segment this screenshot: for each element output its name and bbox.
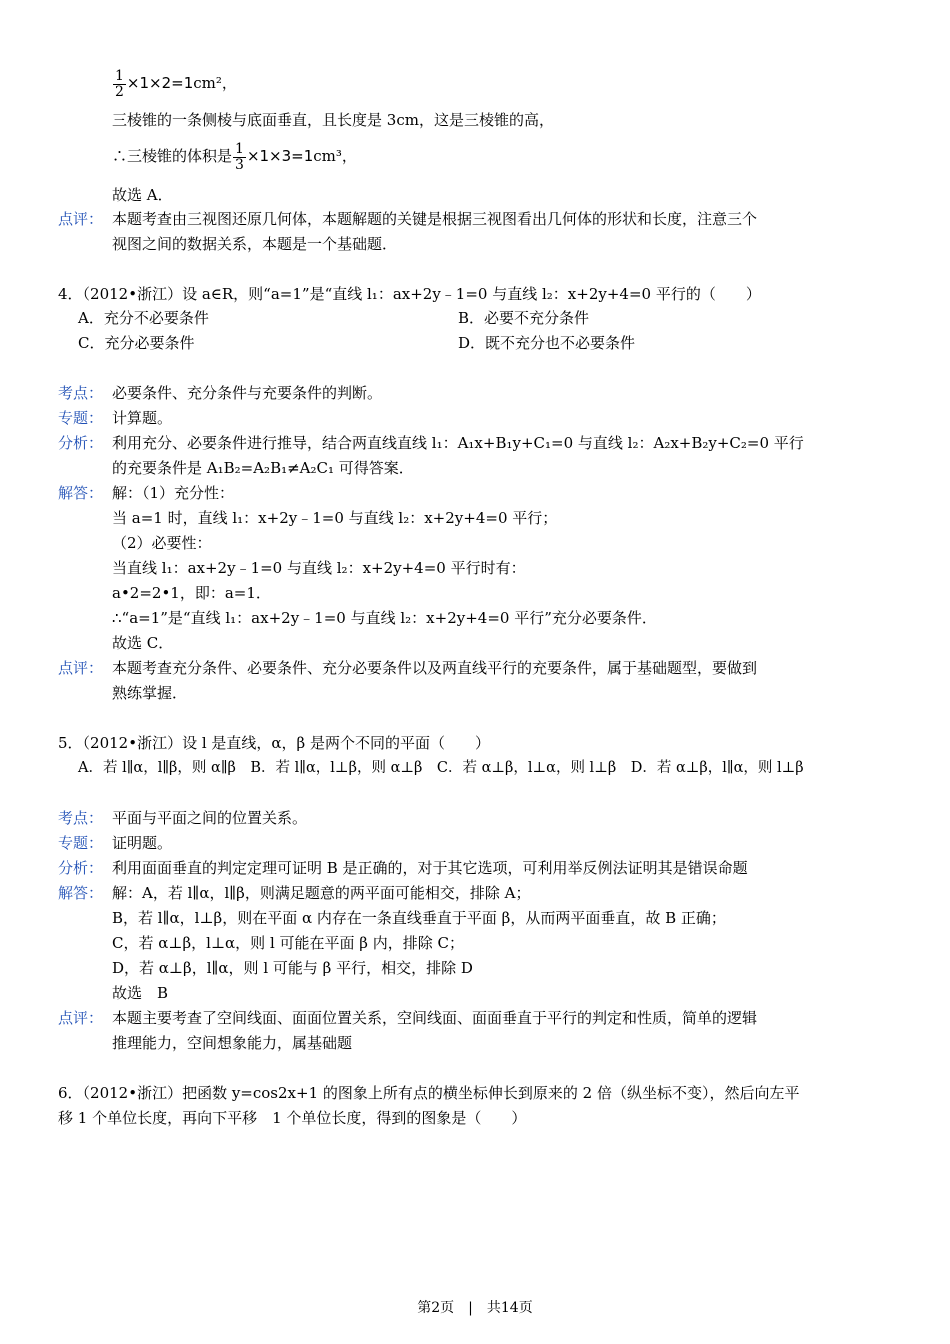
q4-option-c: C．充分必要条件 bbox=[78, 334, 195, 352]
q4-jieda-line: （2）必要性： bbox=[112, 534, 212, 552]
comment-3-line1: 本题考查由三视图还原几何体，本题解题的关键是根据三视图看出几何体的形状和长度，注意三个 bbox=[112, 210, 758, 228]
q4-jieda-line: 故选 C． bbox=[112, 634, 174, 652]
q5-jieda-line: C，若 α⊥β，l⊥α，则 l 可能在平面 β 内，排除 C； bbox=[112, 934, 464, 952]
question-6-stem-line1: 6．（2012•浙江）把函数 y=cos2x+1 的图象上所有点的横坐标伸长到原来的 2 倍（纵坐标不变），然后向左平 bbox=[58, 1084, 800, 1102]
q5-dianping-line1: 本题主要考查了空间线面、面面位置关系，空间线面、面面垂直于平行的判定和性质，简单的逻辑 bbox=[112, 1009, 758, 1027]
page-footer: 第2页 | 共14页 bbox=[417, 1300, 533, 1316]
q4-jieda-line: 当直线 l₁：ax+2y﹣1=0 与直线 l₂：x+2y+4=0 平行时有： bbox=[112, 559, 526, 577]
q4-option-a: A．充分不必要条件 bbox=[78, 309, 209, 327]
q4-kaodian: 必要条件、充分条件与充要条件的判断。 bbox=[112, 384, 383, 402]
question-4-stem: 4．（2012•浙江）设 a∈R，则“a=1”是“直线 l₁：ax+2y﹣1=0 与直线 l₂：x+2y+4=0 平行的（ ） bbox=[58, 285, 761, 303]
q4-dianping-line2: 熟练掌握． bbox=[112, 684, 188, 702]
comment-label-3: 点评： bbox=[58, 210, 104, 228]
question-5-stem: 5．（2012•浙江）设 l 是直线，α，β 是两个不同的平面（ ） bbox=[58, 734, 490, 752]
q4-fenxi-line1: 利用充分、必要条件进行推导，结合两直线直线 l₁：A₁x+B₁y+C₁=0 与直线 l₂：A₂x+B₂y+C₂=0 平行 bbox=[112, 434, 804, 452]
q4-option-b: B．必要不充分条件 bbox=[458, 309, 590, 327]
question-6-stem-line2: 移 1 个单位长度，再向下平移 1 个单位长度，得到的图象是（ ） bbox=[58, 1109, 527, 1127]
q5-fenxi-label: 分析： bbox=[58, 859, 104, 877]
q4-zhuanti: 计算题。 bbox=[112, 409, 173, 427]
q5-jieda-line: 故选 B bbox=[112, 984, 169, 1002]
q4-jieda-line: a•2=2•1，即：a=1． bbox=[112, 584, 271, 602]
q4-kaodian-label: 考点： bbox=[58, 384, 104, 402]
answer-3: 故选 A． bbox=[112, 186, 173, 204]
q5-jieda-label: 解答： bbox=[58, 884, 104, 902]
fraction-one-half: $\frac{1}{2}$ bbox=[115, 67, 124, 100]
q5-dianping-line2: 推理能力，空间想象能力，属基础题 bbox=[112, 1034, 353, 1052]
q5-jieda-line: D，若 α⊥β，l∥α，则 l 可能与 β 平行，相交，排除 D bbox=[112, 959, 473, 977]
q4-zhuanti-label: 专题： bbox=[58, 409, 104, 427]
q4-dianping-line1: 本题考查充分条件、必要条件、充分必要条件以及两直线平行的充要条件，属于基础题型，要做到 bbox=[112, 659, 758, 677]
height-statement: 三棱锥的一条侧棱与底面垂直，且长度是 3cm，这是三棱锥的高， bbox=[112, 111, 554, 129]
q5-fenxi: 利用面面垂直的判定定理可证明 B 是正确的，对于其它选项，可利用举反例法证明其是错误命题 bbox=[112, 859, 748, 877]
q5-kaodian: 平面与平面之间的位置关系。 bbox=[112, 809, 308, 827]
q4-option-d: D．既不充分也不必要条件 bbox=[458, 334, 636, 352]
q5-jieda-line: B，若 l∥α，l⊥β，则在平面 α 内存在一条直线垂直于平面 β，从而两平面垂直，故 B 正确； bbox=[112, 909, 726, 927]
q4-dianping-label: 点评： bbox=[58, 659, 104, 677]
q5-zhuanti: 证明题。 bbox=[112, 834, 173, 852]
q5-kaodian-label: 考点： bbox=[58, 809, 104, 827]
q5-dianping-label: 点评： bbox=[58, 1009, 104, 1027]
q4-fenxi-line2: 的充要条件是 A₁B₂=A₂B₁≠A₂C₁ 可得答案． bbox=[112, 459, 414, 477]
area-formula: $\frac{1}{2}$ ×1×2=1cm²， bbox=[115, 67, 237, 100]
q5-options: A．若 l∥α，l∥β，则 α∥β B．若 l∥α，l⊥β，则 α⊥β C．若 α⊥β，l⊥α，则 l⊥β D．若 α⊥β，l∥α，则 l⊥β bbox=[78, 760, 804, 776]
q5-jieda-line: 解：A，若 l∥α，l∥β，则满足题意的两平面可能相交，排除 A； bbox=[112, 884, 531, 902]
volume-formula: ∴三棱锥的体积是 $\frac{1}{3}$ ×1×3=1cm³， bbox=[112, 140, 357, 173]
comment-3-line2: 视图之间的数据关系，本题是一个基础题． bbox=[112, 235, 398, 253]
q4-jieda-line: ∴“a=1”是“直线 l₁：ax+2y﹣1=0 与直线 l₂：x+2y+4=0 平行”充分必要条件． bbox=[112, 609, 657, 627]
q5-zhuanti-label: 专题： bbox=[58, 834, 104, 852]
q4-jieda-line: 当 a=1 时，直线 l₁：x+2y﹣1=0 与直线 l₂：x+2y+4=0 平行； bbox=[112, 509, 558, 527]
q4-fenxi-label: 分析： bbox=[58, 434, 104, 452]
fraction-one-third: $\frac{1}{3}$ bbox=[235, 140, 244, 173]
q4-jieda-line: 解：（1）充分性： bbox=[112, 484, 235, 502]
q4-jieda-label: 解答： bbox=[58, 484, 104, 502]
